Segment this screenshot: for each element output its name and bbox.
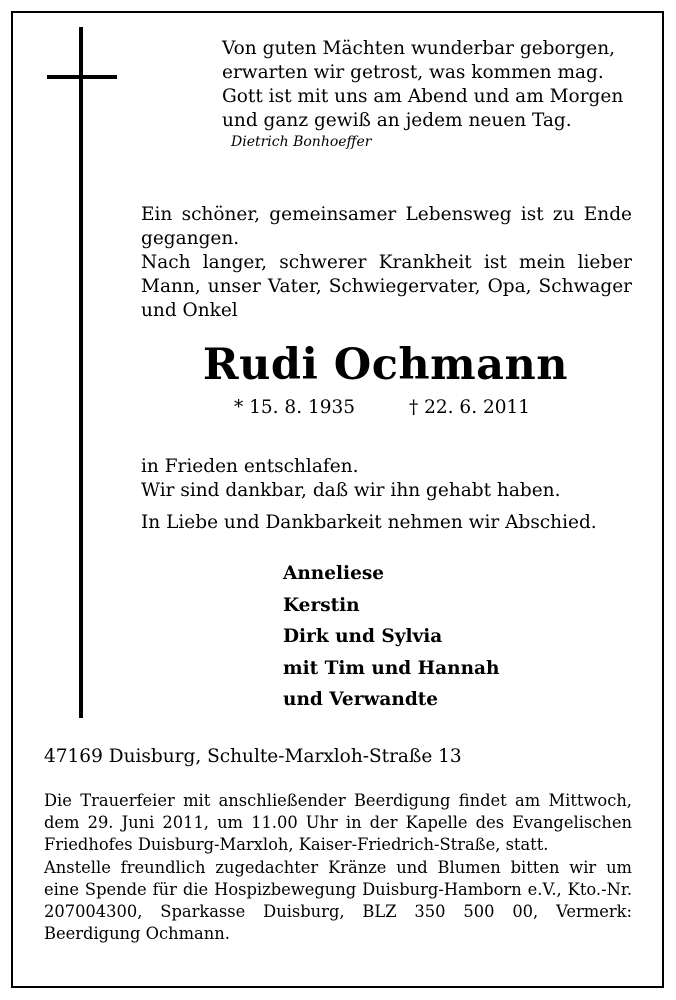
poem-line: und ganz gewiß an jedem neuen Tag.: [222, 110, 572, 131]
mourner-name: Anneliese: [283, 563, 385, 584]
donation-notice: Anstelle freundlich zugedachter Kränze und Blumen bitten wir um eine Spende für die Hospizbewegung Duisburg-Hamborn e.V., Kto.-Nr. 207004300, Sparkasse Duisburg, BLZ 350 500 00, Vermerk: Beerdigung Ochmann.: [44, 858, 632, 943]
birth-date: * 15. 8. 1935: [234, 397, 356, 418]
closing-text: [141, 455, 597, 535]
intro-text: [141, 203, 632, 323]
death-date: † 22. 6. 2011: [409, 397, 531, 418]
mourner-name: Kerstin: [283, 594, 360, 616]
mourner-name: Dirk und Sylvia: [283, 626, 443, 647]
mourner-name: mit Tim und Hannah: [283, 657, 500, 679]
mourner-name: und Verwandte: [283, 689, 439, 710]
poem-line: Gott ist mit uns am Abend und am Morgen: [222, 86, 624, 107]
intro-line: Ein schöner, gemeinsamer Lebensweg ist zu Ende gegangen.: [141, 204, 632, 249]
closing-line: In Liebe und Dankbarkeit nehmen wir Abschied.: [141, 512, 597, 533]
address: 47169 Duisburg, Schulte-Marxloh-Straße 13: [44, 746, 462, 767]
poem-line: Von guten Mächten wunderbar geborgen,: [222, 38, 616, 59]
mourners-list: [283, 558, 499, 716]
deceased-name: Rudi Ochmann: [202, 340, 569, 390]
closing-line: in Frieden entschlafen.: [141, 456, 359, 477]
cross-vertical-bar: [79, 27, 83, 718]
cross-horizontal-bar: [47, 75, 117, 79]
funeral-notice: Die Trauerfeier mit anschließender Beerdigung findet am Mittwoch, dem 29. Juni 2011, um 11.00 Uhr in der Kapelle des Evangelischen Friedhofes Duisburg-Marxloh, Kaiser-Friedrich-Straße, statt.: [44, 791, 632, 854]
poem-line: erwarten wir getrost, was kommen mag.: [222, 62, 604, 83]
poem-author: Dietrich Bonhoeffer: [231, 134, 372, 150]
intro-line: Nach langer, schwerer Krankheit ist mein lieber Mann, unser Vater, Schwiegervater, Opa, Schwager und Onkel: [141, 252, 632, 321]
poem: [222, 37, 642, 133]
closing-line: Wir sind dankbar, daß wir ihn gehabt haben.: [141, 480, 561, 501]
